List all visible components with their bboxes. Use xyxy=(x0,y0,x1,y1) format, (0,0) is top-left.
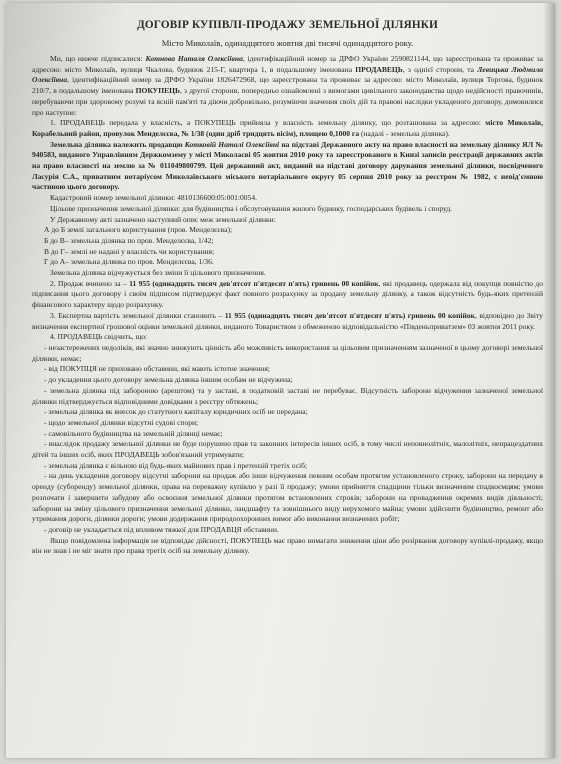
purpose-paragraph: Цільове призначення земельної ділянки: для будівництва і обслуговування жилого будинку, господарських будівель і споруд. xyxy=(50,203,453,213)
seller-statement: - самовільного будівництва на земельній ділянці немає; xyxy=(44,428,223,438)
remedy-paragraph: Якщо повідомлена інформація не відповідає дійсності, ПОКУПЕЦЬ має право вимагати зниження ціни або розірвання договору купівлі-продажу, якщо він не знав і не міг знати про права третіх осіб на земельну ділянку. xyxy=(32,535,543,556)
contract-title: ДОГОВІР КУПІВЛІ-ПРОДАЖУ ЗЕМЕЛЬНОЇ ДІЛЯНКИ xyxy=(136,19,438,31)
seller-statement: - на день укладення договору відсутні заборони на продаж або інше відчуження певним особам протягом установленого строку, заборони на передачу в оренду (суборенду) земельної ділянки, права на переважну купівлю у разі її продажу; умови прийняття спадщини тільки визначеним спадкоємцям; умови розпочати і завершити забудову або освоєння земельної ділянки протягом встановлених строків; заборони на провадження окремих видів діяльності; заборони на зміну цільового призначення земельної ділянки, ландшафту та зовнішнього виду нерухомого майна; умови здійснити будівництво, ремонт або утримання дороги, ділянки дороги; умови додержання природоохоронних вимог або виконання визначених робіт; xyxy=(32,471,543,524)
seller-statement: - земельна ділянка як внесок до статутного капіталу юридичних осіб не передана; xyxy=(44,407,308,417)
seller-statement: - земельна ділянка під забороною (арештом) та у заставі, в податковій заставі не перебуває. Відсутність заборони відчуження зазначеної земельної ділянки підтверджується відповідними довідками з реєстру обтяжень; xyxy=(32,385,543,406)
document-page xyxy=(6,3,555,758)
clause-3-valuation: 3. Експертна вартість земельної ділянки становить – 11 955 (одинадцять тисяч дев'ятсот п'ятдесят п'ять) гривень 00 копійок, відповідно до Звіту визначення експертної грошової оцінки земельної ділянки, виданого Товариством з обмеженою відповідальністю «Південьприватзем» 03 жовтня 2011 року. xyxy=(32,310,543,331)
seller-statement: - договір не укладається під впливом тяжкої для ПРОДАВЦЯ обставини. xyxy=(44,524,279,534)
seller-name: Котнова Наталя Олексіївна xyxy=(145,54,243,63)
page-edge-shadow xyxy=(543,3,555,758)
clause-1: 1. ПРОДАВЕЦЬ передала у власність, а ПОКУПЕЦЬ прийняла у власність земельну ділянку, що розташована за адресою: місто Миколаїв, Корабельний район, провулок Менделєєва, № 1/38 (один дріб тридцять вісім), площею 0,1000 га (надалі - земельна ділянка). xyxy=(32,118,543,138)
bound-item: А до Б землі загального користування (пров. Менделєєва); xyxy=(44,225,233,235)
buyer-name: Левицька Людмила Олексіївна xyxy=(32,64,544,85)
ownership-paragraph: Земельна ділянка належить продавцю Котковій Наталі Олексіївні на підставі Державного акту на право власності на земельну ділянку ЯЛ № 940583, виданого Управлінням Держкомзему у місті Миколаєві 05 жовтня 2010 року та зареєстрованого в Книзі записів реєстрації державних актів на право власності на землю за № 011049800799. Цей державний акт, виданий на підставі договору дарування земельної ділянки, посвідченого Ласурія С.А., приватним нотаріусом Миколаївського міського нотаріального округу 05 серпня 2010 року за реєстром № 1982, є невід'ємною частиною цього договору. xyxy=(32,139,543,192)
seller-statement: - до укладення цього договору земельна ділянка іншим особам не відчужена; xyxy=(44,375,293,385)
seller-statement: - від ПОКУПЦЯ не приховано обставини, які мають істотне значення; xyxy=(44,364,270,374)
purpose-unchanged: Земельна ділянка відчужується без зміни її цільового призначення. xyxy=(50,268,266,278)
buyer-role: ПОКУПЕЦЬ xyxy=(135,86,180,96)
bounds-intro: У Державному акті зазначено наступний опис меж земельної ділянки: xyxy=(50,214,276,224)
expert-value: 11 955 (одинадцять тисяч дев'ятсот п'ятдесят п'ять) гривень 00 копійок xyxy=(224,310,475,320)
contract-place-date: Місто Миколаїв, одинадцятого жовтня дві тисячі одинадцятого року. xyxy=(161,38,414,48)
land-address: місто Миколаїв, Корабельний район, провулок Менделєєва, № 1/38 (один дріб тридцять вісім), площею 0,1000 га xyxy=(32,118,543,138)
bound-item: В до Г– землі не надані у власність чи користування; xyxy=(44,246,215,256)
clause-4-intro: 4. ПРОДАВЕЦЬ свідчить, що: xyxy=(50,332,148,342)
cadastral-number: Кадастровий номер земельної ділянки: 4810136600:05:001:0054. xyxy=(50,193,257,203)
seller-statement: - щодо земельної ділянки відсутні судові спори; xyxy=(44,417,199,427)
contract-body xyxy=(32,54,543,557)
seller-role: ПРОДАВЕЦЬ xyxy=(355,64,403,74)
seller-statement: - незастережених недоліків, які значно знижують цінність або можливість використання за цільовим призначенням зазначеної в цьому договорі земельної ділянки, немає; xyxy=(32,342,543,363)
sale-price: 11 955 (одинадцять тисяч дев'ятсот п'ятдесят п'ять) гривень 00 копійок xyxy=(129,278,379,288)
seller-statement: - земельна ділянка є вільною від будь-яких майнових прав і претензій третіх осіб; xyxy=(44,460,308,470)
seller-statement: - внаслідок продажу земельної ділянки не буде порушено прав та законних інтересів інших осіб, в тому числі неповнолітніх, малолітніх, непрацездатних дітей та інших осіб, яких ПРОДАВЕЦЬ зобов'язаний утримувати; xyxy=(32,439,543,460)
bound-item: Г до А– земельна ділянка по пров. Менделєєва, 1/36. xyxy=(44,257,214,267)
bound-item: Б до В– земельна ділянка по пров. Менделєєва, 1/42; xyxy=(44,235,214,245)
parties-paragraph: Ми, що нижче підписалися: Котнова Наталя Олексіївна, ідентифікаційний номер за ДРФО України 2590821144, що зареєстрована та проживає за адресою: місто Миколаїв, вулиця Чкалова, будинок 215-Г, квартира 1, в подальшому іменована ПРОДАВЕЦЬ, з однієї сторони, та Левицька Людмила Олексіївна, ідентифікаційний номер за ДРФО України 1826472968, що зареєстрована та проживає за адресою: місто Миколаїв, вулиця Торгова, будинок 210/7, в подальшому іменована ПОКУПЕЦЬ, з другої сторони, попередньо ознайомлені з вимогами цивільного законодавства щодо недійсності правочинів, перебуваючи при здоровому розумі та ясній пам'яті та діючи добровільно, розуміючи значення своїх дій та правові наслідки укладеного договору, домовилися про наступне: xyxy=(32,54,544,117)
clause-2-price: 2. Продаж вчинено за – 11 955 (одинадцять тисяч дев'ятсот п'ятдесят п'ять) гривень 00 копійок, які продавець одержала від покупця повністю до підписання цього договору і своїм підписом підтверджує факт повного розрахунку за продану земельну ділянку, а також відсутність будь-яких претензій фінансового характеру щодо розрахунку. xyxy=(32,278,543,310)
